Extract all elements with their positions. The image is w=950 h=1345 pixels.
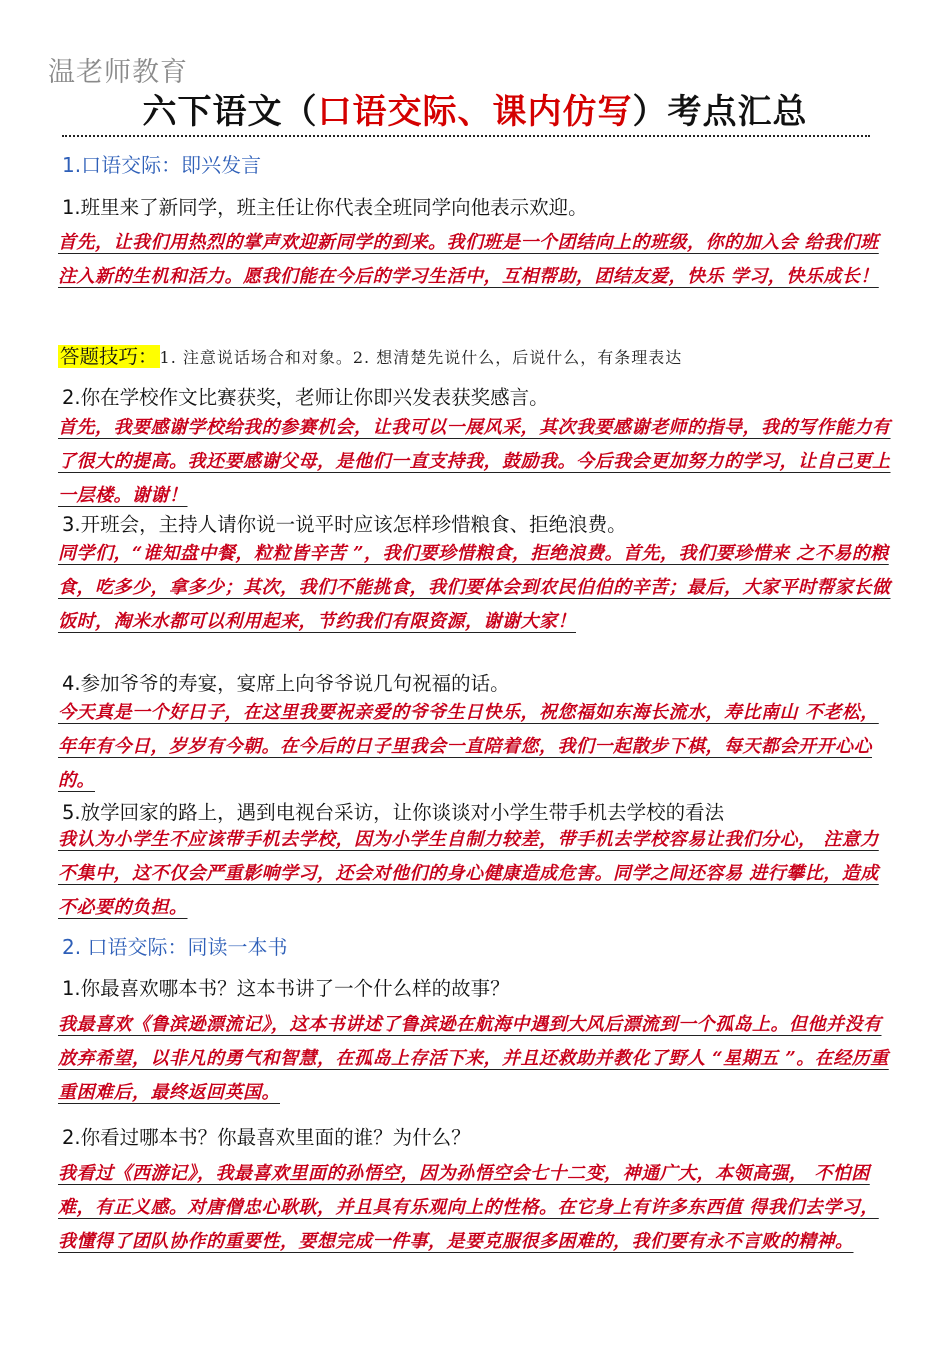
answer-text: 今天真是一个好日子，在这里我要祝亲爱的爷爷生日快乐，祝您福如东海长流水，寿比南山 不老松，年年有今日，岁岁有今朝。在今后的日子里我会一直陪着您，我们一起散步下棋，每天都会开开心心的。	[58, 702, 879, 791]
page-title	[0, 84, 950, 133]
section-heading: 2. 口语交际：同读一本书	[62, 935, 288, 959]
dotted-divider	[62, 135, 870, 137]
question: 2.你在学校作文比赛获奖，老师让你即兴发表获奖感言。	[62, 386, 549, 409]
answer-text: 我看过《西游记》，我最喜欢里面的孙悟空，因为孙悟空会七十二变，神通广大，本领高强， 不怕困难，有正义感。对唐僧忠心耿耿，并且具有乐观向上的性格。在它身上有许多东西值 得我们去学习，我懂得了团队协作的重要性，要想完成一件事，是要克服很多困难的，我们要有永不言败的精神。	[58, 1163, 879, 1252]
title-suffix: ）考点汇总	[632, 92, 808, 132]
tip-label: 答题技巧：	[60, 345, 158, 368]
watermark: 温老师教育	[48, 57, 188, 88]
answer	[58, 696, 896, 798]
answer-text: 首先，让我们用热烈的掌声欢迎新同学的到来。我们班是一个团结向上的班级，你的加入会 给我们班注入新的生机和活力。愿我们能在今后的学习生活中，互相帮助，团结友爱，快乐 学习，快乐成长！	[58, 232, 879, 287]
question: 5.放学回家的路上，遇到电视台采访，让你谈谈对小学生带手机去学校的看法	[62, 801, 725, 824]
answer-text: 我认为小学生不应该带手机去学校，因为小学生自制力较差，带手机去学校容易让我们分心， 注意力不集中，这不仅会严重影响学习，还会对他们的身心健康造成危害。同学之间还容易 进行攀比，造成不必要的负担。	[58, 829, 879, 918]
answer	[58, 411, 896, 513]
question: 1.你最喜欢哪本书？这本书讲了一个什么样的故事？	[62, 977, 510, 1000]
answer-text: 首先，我要感谢学校给我的参赛机会，让我可以一展风采，其次我要感谢老师的指导，我的写作能力有了很大的提高。我还要感谢父母，是他们一直支持我，鼓励我。今后我会更加努力的学习，让自己更上一层楼。谢谢！	[58, 417, 891, 506]
title-prefix: 六下语文（	[142, 92, 318, 132]
question: 2.你看过哪本书？你最喜欢里面的谁？为什么？	[62, 1126, 471, 1149]
answer	[58, 226, 896, 294]
question: 4.参加爷爷的寿宴，宴席上向爷爷说几句祝福的话。	[62, 672, 510, 695]
answer-tip	[58, 341, 682, 369]
answer	[58, 537, 896, 639]
question: 3.开班会，主持人请你说一说平时应该怎样珍惜粮食、拒绝浪费。	[62, 513, 627, 536]
section-heading: 1.口语交际：即兴发言	[62, 153, 262, 177]
answer-text: 同学们，“谁知盘中餐，粒粒皆辛苦 ”，我们要珍惜粮食，拒绝浪费。首先，我们要珍惜来 之不易的粮食，吃多少，拿多少；其次，我们不能挑食，我们要体会到农民伯伯的辛苦；最后，大家平时帮家长做饭时，淘米水都可以利用起来，节约我们有限资源，谢谢大家！	[58, 543, 891, 632]
tip-text: 1. 注意说话场合和对象。2. 想清楚先说什么，后说什么，有条理表达	[159, 348, 683, 367]
answer	[58, 1157, 896, 1259]
answer	[58, 823, 896, 925]
title-highlight: 口语交际、课内仿写	[317, 92, 633, 132]
answer	[58, 1008, 896, 1110]
question: 1.班里来了新同学，班主任让你代表全班同学向他表示欢迎。	[62, 196, 588, 219]
answer-text: 我最喜欢《鲁滨逊漂流记》，这本书讲述了鲁滨逊在航海中遇到大风后漂流到一个孤岛上。但他并没有放弃希望，以非凡的勇气和智慧，在孤岛上存活下来，并且还救助并教化了野人 “星期五 ”。在经历重重困难后，最终返回英国。	[58, 1014, 889, 1103]
